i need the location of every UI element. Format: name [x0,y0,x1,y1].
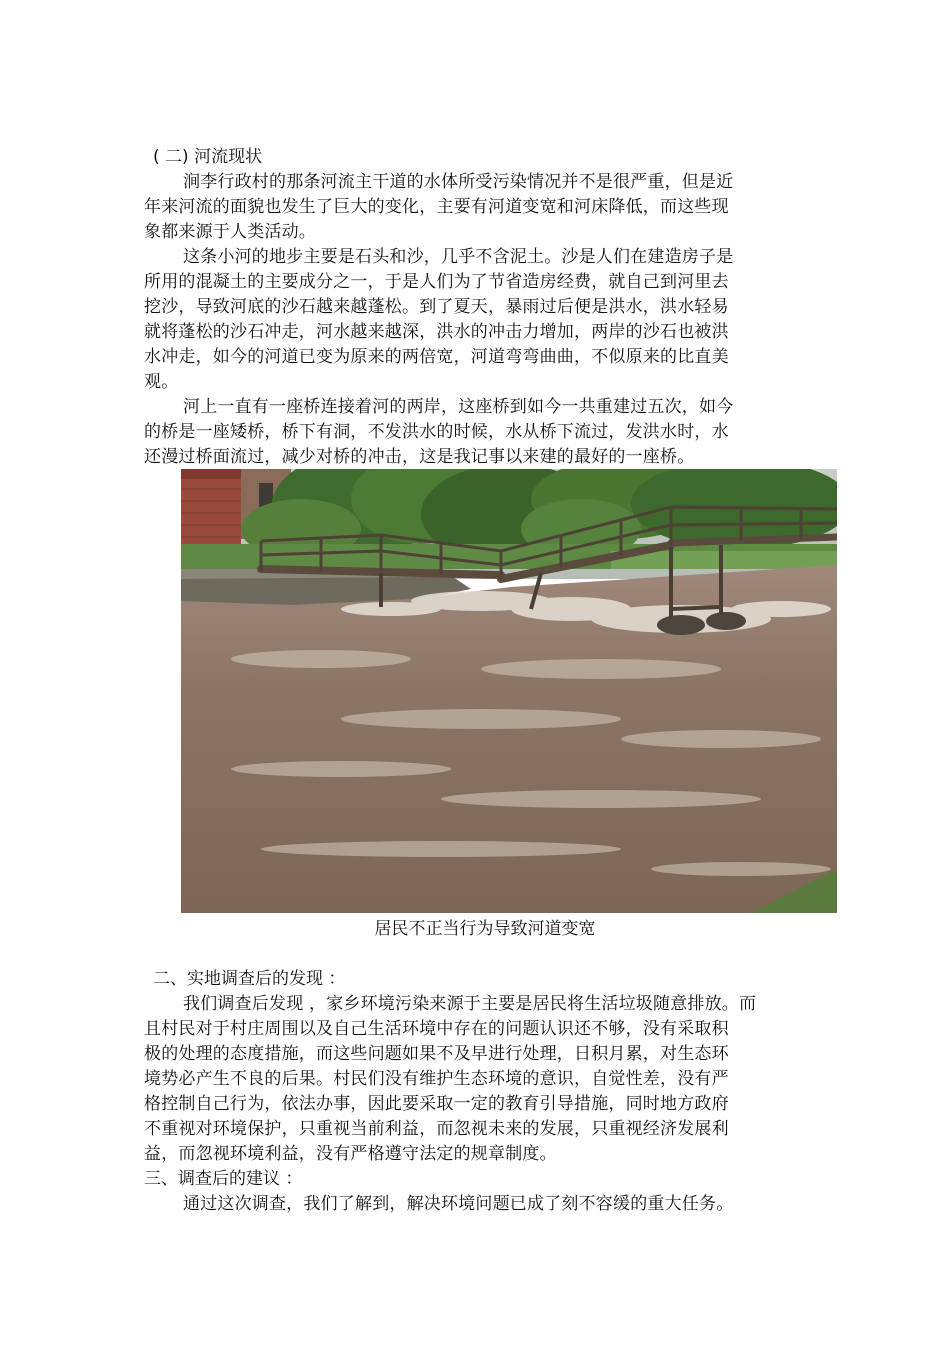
paragraph-line: 且村民对于村庄周围以及自己生活环境中存在的问题认识还不够，没有采取积 [144,1019,729,1039]
paragraph-line: 极的处理的态度措施，而这些问题如果不及早进行处理，日积月累，对生态环 [144,1044,729,1064]
section-heading-river-status: ( 二) 河流现状 [153,147,263,167]
paragraph-line: 所用的混凝土的主要成分之一，于是人们为了节省造房经费，就自己到河里去 [144,272,729,292]
section-heading-suggestions: 三、调查后的建议 ： [144,1169,303,1189]
paragraph-line: 的桥是一座矮桥，桥下有洞，不发洪水的时候，水从桥下流过，发洪水时，水 [144,422,729,442]
paragraph-line: 象都来源于人类活动。 [144,222,316,242]
flooded-river-bridge-photo [181,469,837,913]
paragraph-line: 境势必产生不良的后果。村民们没有维护生态环境的意识，自觉性差，没有严 [144,1069,729,1089]
paragraph-line: 年来河流的面貌也发生了巨大的变化，主要有河道变宽和河床降低，而这些现 [144,197,729,217]
paragraph-line: 就将蓬松的沙石冲走，河水越来越深，洪水的冲击力增加，两岸的沙石也被洪 [144,322,729,342]
section-heading-findings: 二、实地调查后的发现 ： [153,969,346,989]
paragraph-line: 这条小河的地步主要是石头和沙，几乎不含泥土。沙是人们在建造房子是 [183,247,734,267]
paragraph-line: 水冲走，如今的河道已变为原来的两倍宽，河道弯弯曲曲，不似原来的比直美 [144,347,729,367]
paragraph-line: 挖沙，导致河底的沙石越来越蓬松。到了夏天，暴雨过后便是洪水，洪水轻易 [144,297,729,317]
paragraph-line: 益，而忽视环境利益，没有严格遵守法定的规章制度。 [144,1144,557,1164]
paragraph-line: 格控制自己行为，依法办事，因此要采取一定的教育引导措施，同时地方政府 [144,1094,729,1114]
paragraph-line: 观。 [144,372,179,392]
paragraph-line: 我们调查后发现 ，家乡环境污染来源于主要是居民将生活垃圾随意排放。而 [183,994,757,1014]
photo-caption: 居民不正当行为导致河道变宽 [374,919,596,939]
paragraph-line: 通过这次调查，我们了解到，解决环境问题已成了刻不容缓的重大任务。 [183,1194,734,1214]
paragraph-line: 不重视对环境保护，只重视当前利益，而忽视未来的发展，只重视经济发展利 [144,1119,729,1139]
paragraph-line: 河上一直有一座桥连接着河的两岸，这座桥到如今一共重建过五次，如今 [183,397,734,417]
paragraph-line: 涧李行政村的那条河流主干道的水体所受污染情况并不是很严重，但是近 [183,172,734,192]
paragraph-line: 还漫过桥面流过，减少对桥的冲击，这是我记事以来建的最好的一座桥。 [144,447,695,467]
